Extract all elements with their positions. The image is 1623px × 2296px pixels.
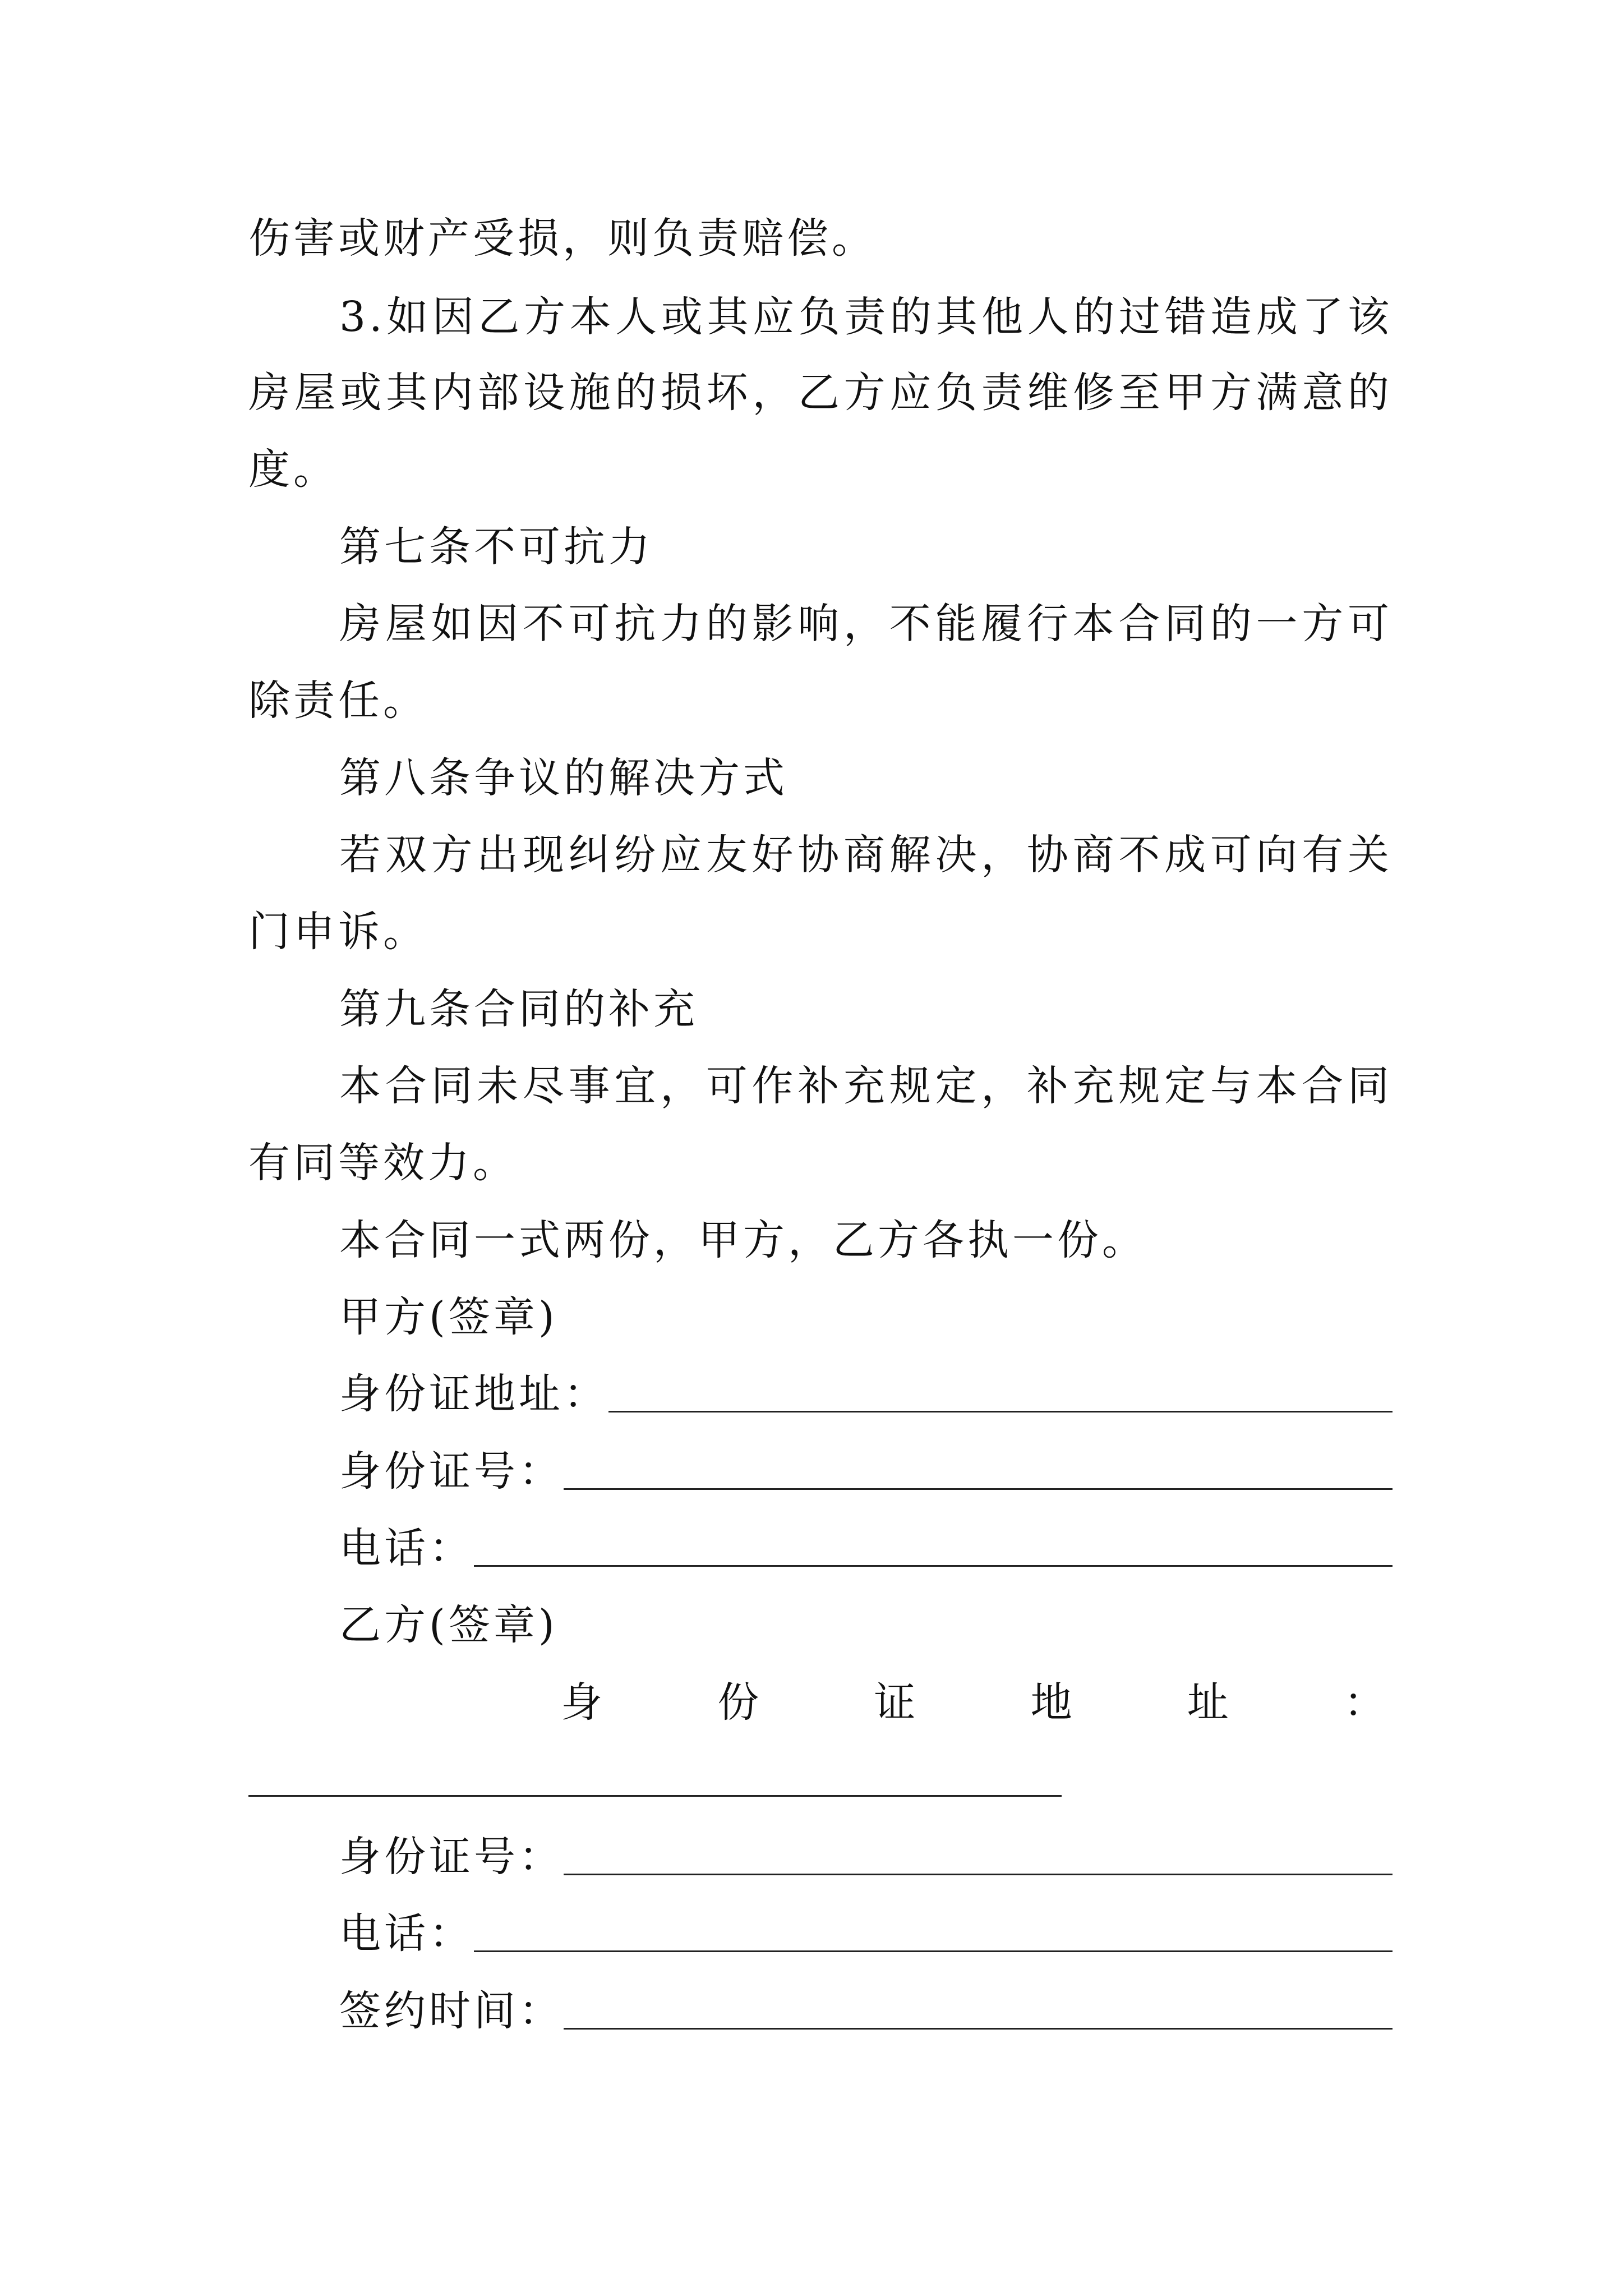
blank-line[interactable] — [564, 1872, 1393, 1875]
blank-line[interactable] — [474, 1949, 1393, 1952]
blank-line[interactable] — [474, 1564, 1393, 1567]
blank-line[interactable] — [564, 1487, 1393, 1490]
section-heading: 第八条争议的解决方式 — [339, 754, 788, 802]
field-label: 签约时间： — [339, 1987, 564, 2035]
spread-char: 址 — [1187, 1678, 1229, 1727]
spread-char: 份 — [717, 1678, 759, 1727]
paragraph-line: 房屋如因不可抗力的影响，不能履行本合同的一方可 — [339, 600, 1393, 648]
party-b-id-number-field[interactable] — [339, 1826, 1393, 1888]
paragraph-line: 度。 — [248, 445, 338, 494]
field-label: 电话： — [339, 1910, 474, 1958]
party-b-phone-field[interactable] — [339, 1903, 1393, 1964]
paragraph-line: 3.如因乙方本人或其应负责的其他人的过错造成了该 — [339, 293, 1393, 341]
paragraph-line: 有同等效力。 — [248, 1139, 518, 1187]
party-b-id-address-label — [561, 1672, 1385, 1733]
spread-char: ： — [1343, 1678, 1385, 1727]
party-a-title: 甲方(签章) — [339, 1293, 558, 1341]
party-a-id-address-field[interactable] — [339, 1363, 1393, 1425]
paragraph-line: 本合同未尽事宜，可作补充规定，补充规定与本合同 — [339, 1062, 1393, 1110]
paragraph-line: 门申诉。 — [248, 908, 428, 956]
signing-date-field[interactable] — [339, 1980, 1393, 2042]
party-b-id-address-blank[interactable] — [248, 1794, 1062, 1797]
blank-line[interactable] — [564, 2027, 1393, 2030]
section-heading: 第九条合同的补充 — [339, 985, 698, 1033]
paragraph-line: 房屋或其内部设施的损坏，乙方应负责维修至甲方满意的 — [248, 369, 1393, 417]
paragraph-line: 除责任。 — [248, 677, 428, 725]
blank-line[interactable] — [608, 1410, 1393, 1412]
party-a-phone-field[interactable] — [339, 1517, 1393, 1579]
paragraph-line: 本合同一式两份，甲方，乙方各执一份。 — [339, 1216, 1147, 1264]
spread-char: 证 — [874, 1678, 916, 1727]
field-label: 身份证号： — [339, 1833, 564, 1881]
field-label: 身份证地址： — [339, 1370, 608, 1418]
spread-char: 地 — [1030, 1678, 1072, 1727]
field-label: 电话： — [339, 1524, 474, 1572]
field-label: 身份证号： — [339, 1447, 564, 1496]
section-heading: 第七条不可抗力 — [339, 523, 653, 571]
party-b-title: 乙方(签章) — [339, 1601, 558, 1649]
spread-char: 身 — [561, 1678, 602, 1727]
paragraph-line: 伤害或财产受损，则负责赔偿。 — [248, 214, 877, 263]
party-a-id-number-field[interactable] — [339, 1441, 1393, 1502]
paragraph-line: 若双方出现纠纷应友好协商解决，协商不成可向有关 — [339, 831, 1393, 879]
